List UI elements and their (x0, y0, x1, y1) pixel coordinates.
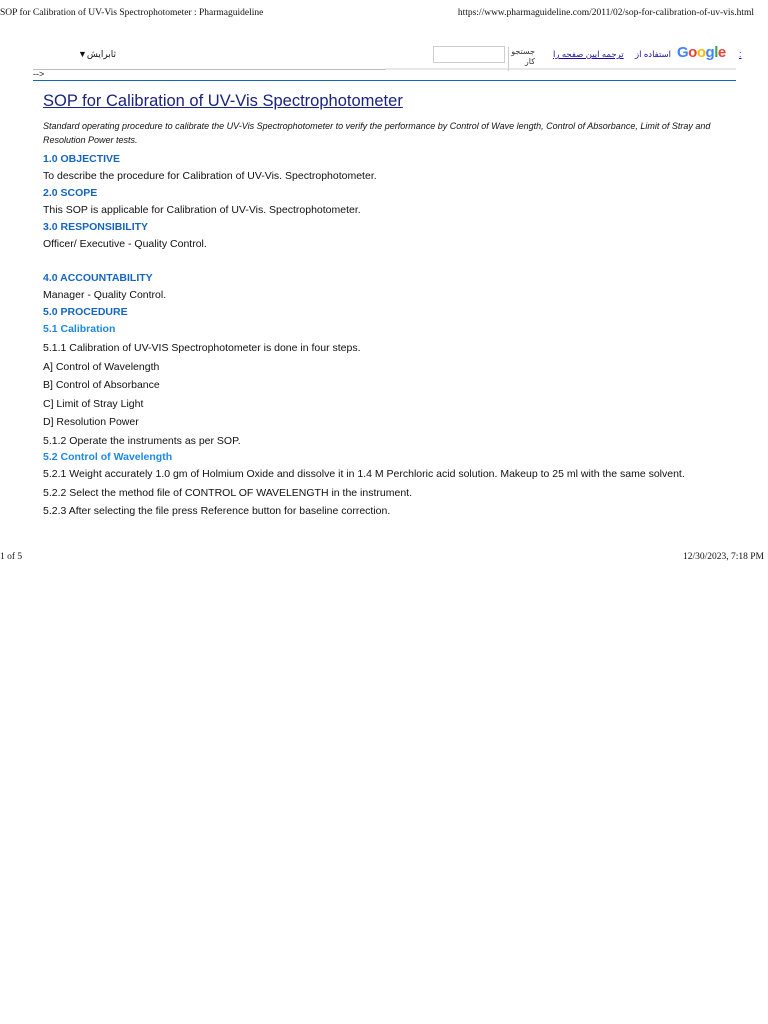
print-url: https://www.pharmaguideline.com/2011/02/sop-for-calibration-of-uv-vis.html (457, 8, 754, 18)
intro-text: Standard operating procedure to calibrate the UV-Vis Spectrophotometer to verify the performance by Control of Wave length, Control of Absorbance, Limit of Stray and Resolution Power tests. (43, 121, 711, 145)
search-button[interactable]: جستجو کار (508, 47, 535, 71)
page-title[interactable]: SOP for Calibration of UV-Vis Spectrophotometer (43, 92, 403, 110)
archive-dropdown[interactable]: ▼ثابرایش (77, 48, 117, 59)
article (43, 90, 733, 521)
scope-text: This SOP is applicable for Calibration of UV-Vis. Spectrophotometer. (43, 204, 361, 216)
print-page-title: SOP for Calibration of UV-Vis Spectrophotometer : Pharmaguideline (0, 8, 264, 18)
toolbar-colon-link[interactable]: : (739, 49, 742, 59)
step-5-2-2: 5.2.2 Select the method file of CONTROL OF WAVELENGTH in the instrument. (43, 486, 412, 499)
accountability-text: Manager - Quality Control. (43, 289, 167, 301)
calibration-steps (43, 339, 733, 450)
objective-heading: 1.0 OBJECTIVE (43, 153, 121, 165)
step-b: B] Control of Absorbance (43, 379, 160, 391)
stray-markup-text: --> (33, 69, 45, 79)
print-footer (0, 552, 768, 566)
google-search-label: استفاده از (635, 49, 672, 59)
print-header (0, 8, 768, 22)
content-divider (33, 80, 736, 81)
google-logo: Google (677, 44, 726, 61)
step-5-1-1: 5.1.1 Calibration of UV-VIS Spectrophotometer is done in four steps. (43, 342, 361, 354)
wavelength-heading: 5.2 Control of Wavelength (43, 451, 173, 463)
procedure-heading: 5.0 PROCEDURE (43, 306, 128, 318)
step-5-1-2: 5.1.2 Operate the instruments as per SOP. (43, 434, 241, 447)
objective-text: To describe the procedure for Calibration of UV-Vis. Spectrophotometer. (43, 170, 377, 182)
translate-link[interactable]: ترجمه ایین صفحه را (553, 49, 624, 59)
toolbar-divider-right (385, 68, 736, 70)
spacer (43, 253, 733, 270)
step-c: C] Limit of Stray Light (43, 397, 144, 410)
wavelength-section (43, 450, 733, 521)
toolbar-divider (33, 69, 385, 70)
step-5-2-1: 5.2.1 Weight accurately 1.0 gm of Holmium Oxide and dissolve it in 1.4 M Perchloric acid solution. Makeup to 25 ml with the same solvent. (43, 468, 685, 480)
step-d: D] Resolution Power (43, 416, 139, 428)
print-datetime: 12/30/2023, 7:18 PM (682, 552, 764, 562)
calibration-heading: 5.1 Calibration (43, 323, 116, 335)
scope-heading: 2.0 SCOPE (43, 187, 98, 199)
sections (43, 151, 733, 338)
search-input[interactable] (433, 46, 505, 63)
accountability-heading: 4.0 ACCOUNTABILITY (43, 272, 153, 284)
site-toolbar (33, 44, 742, 80)
responsibility-text: Officer/ Executive - Quality Control. (43, 238, 207, 250)
responsibility-heading: 3.0 RESPONSIBILITY (43, 221, 149, 233)
step-a: A] Control of Wavelength (43, 360, 160, 373)
step-5-2-3: 5.2.3 After selecting the file press Reference button for baseline correction. (43, 505, 391, 517)
page-number: 1 of 5 (0, 552, 23, 562)
